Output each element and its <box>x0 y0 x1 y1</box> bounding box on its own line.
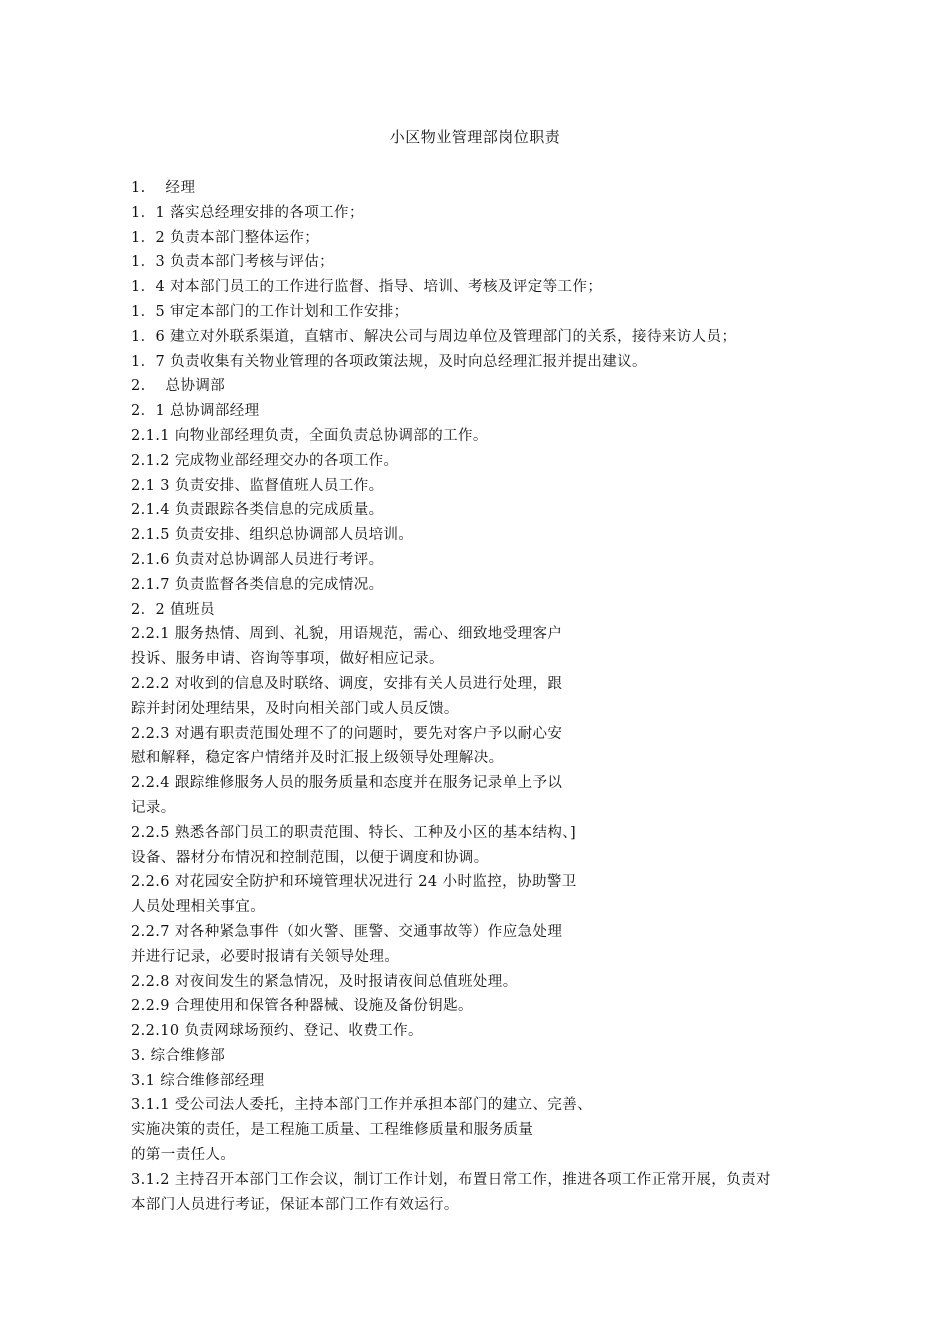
text-line: 2.2.3 对遇有职责范围处理不了的问题时，要先对客户予以耐心安 <box>131 725 563 742</box>
text-line: 1. 经理 <box>131 180 196 196</box>
text-line: 3.1.2 主持召开本部门工作会议，制订工作计划，布置日常工作，推进各项工作正常开展，负责对 <box>131 1171 771 1188</box>
text-line: 1．6 建立对外联系渠道，直辖市、解决公司与周边单位及管理部门的关系，接待来访人员； <box>131 328 737 345</box>
text-line: 2．2 值班员 <box>131 601 215 618</box>
text-line: 2.1.4 负责跟踪各类信息的完成质量。 <box>131 502 384 519</box>
text-line: 2. 总协调部 <box>131 378 226 395</box>
text-line: 2.2.4 跟踪维修服务人员的服务质量和态度并在服务记录单上予以 <box>131 775 563 792</box>
text-line: 3.1.1 受公司法人委托，主持本部门工作并承担本部门的建立、完善、 <box>131 1097 593 1114</box>
text-line: 2.2.9 合理使用和保管各种器械、设施及备份钥匙。 <box>131 998 473 1015</box>
text-line: 1．7 负责收集有关物业管理的各项政策法规，及时向总经理汇报并提出建议。 <box>131 353 647 370</box>
text-line: 2.1.5 负责安排、组织总协调部人员培训。 <box>131 527 414 544</box>
text-line: 2.2.5 熟悉各部门员工的职责范围、特长、工种及小区的基本结构、] <box>131 824 577 841</box>
text-line: 1．4 对本部门员工的工作进行监督、指导、培训、考核及评定等工作； <box>131 279 603 296</box>
text-line: 踪并封闭处理结果，及时向相关部门或人员反馈。 <box>131 700 459 717</box>
text-line: 2.2.2 对收到的信息及时联络、调度，安排有关人员进行处理，跟 <box>131 675 563 692</box>
text-line: 2.2.10 负责网球场预约、登记、收费工作。 <box>131 1023 423 1040</box>
text-line: 1．3 负责本部门考核与评估； <box>131 254 335 271</box>
text-line: 1．5 审定本部门的工作计划和工作安排； <box>131 303 409 320</box>
text-line: 投诉、服务申请、咨询等事项，做好相应记录。 <box>131 651 444 668</box>
text-line: 设备、器材分布情况和控制范围，以便于调度和协调。 <box>131 849 489 866</box>
text-line: 3. 综合维修部 <box>131 1047 226 1064</box>
text-line: 2．1 总协调部经理 <box>131 403 260 420</box>
text-line: 实施决策的责任，是工程施工质量、工程维修质量和服务质量 <box>131 1122 534 1139</box>
document-title: 小区物业管理部岗位职责 <box>389 128 561 146</box>
text-line: 2.2.6 对花园安全防护和环境管理状况进行 24 小时监控，协助警卫 <box>131 874 577 891</box>
text-line: 3.1 综合维修部经理 <box>131 1072 265 1089</box>
text-line: 1．1 落实总经理安排的各项工作； <box>131 204 364 221</box>
text-line: 2.1.6 负责对总协调部人员进行考评。 <box>131 551 384 568</box>
text-line: 2.1.7 负责监督各类信息的完成情况。 <box>131 576 384 593</box>
text-line: 人员处理相关事宜。 <box>131 899 266 916</box>
text-line: 的第一责任人。 <box>131 1147 236 1164</box>
text-line: 2.2.1 服务热情、周到、礼貌，用语规范，需心、细致地受理客户 <box>131 626 563 643</box>
text-line: 并进行记录，必要时报请有关领导处理。 <box>131 948 400 965</box>
text-line: 2.1.2 完成物业部经理交办的各项工作。 <box>131 452 399 469</box>
text-line: 2.1.1 向物业部经理负责，全面负责总协调部的工作。 <box>131 427 488 444</box>
text-line: 2.2.7 对各种紧急事件（如火警、匪警、交通事故等）作应急处理 <box>131 923 563 940</box>
text-line: 慰和解释，稳定客户情绪并及时汇报上级领导处理解决。 <box>131 750 504 767</box>
text-line: 本部门人员进行考证，保证本部门工作有效运行。 <box>131 1196 459 1213</box>
text-line: 2.2.8 对夜间发生的紧急情况，及时报请夜间总值班处理。 <box>131 973 518 990</box>
text-line: 2.1 3 负责安排、监督值班人员工作。 <box>131 477 384 494</box>
document-body <box>131 176 861 1217</box>
text-line: 记录。 <box>131 799 176 816</box>
text-line: 1．2 负责本部门整体运作； <box>131 229 320 246</box>
